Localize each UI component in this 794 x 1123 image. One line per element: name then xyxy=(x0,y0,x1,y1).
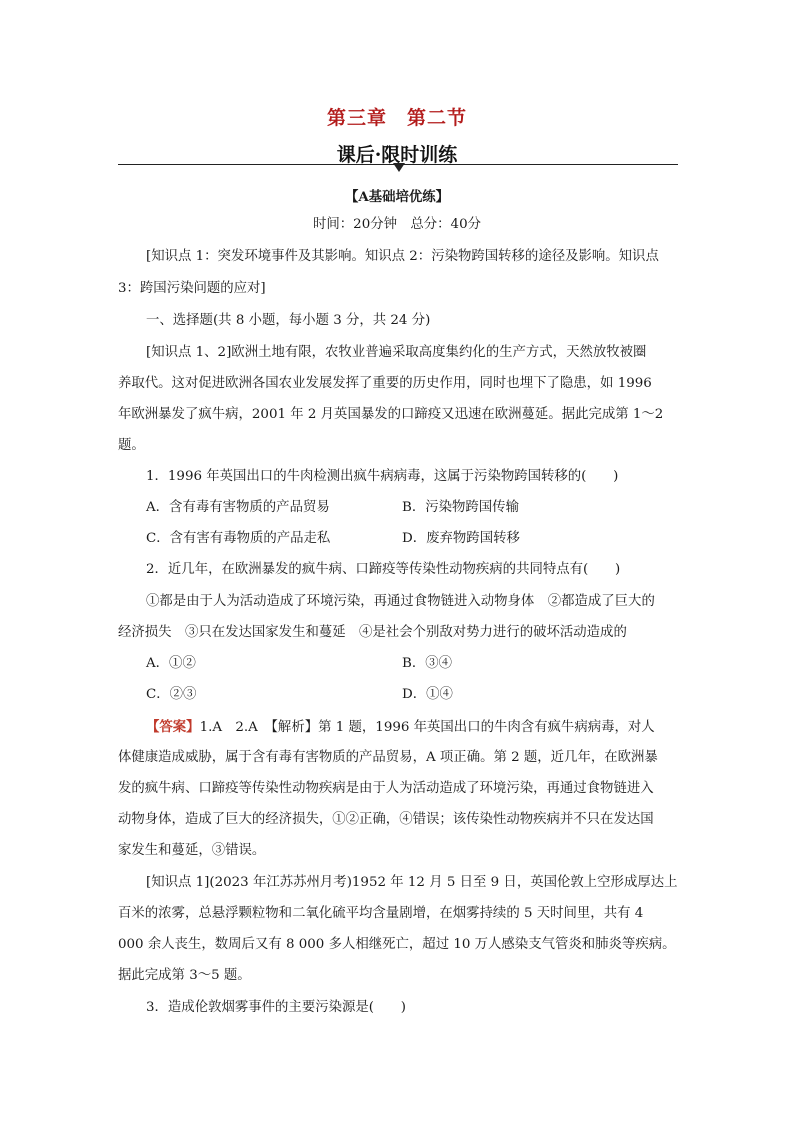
question-1-option-a: A．含有毒有害物质的产品贸易 xyxy=(146,500,330,515)
answer-line: 家发生和蔓延，③错误。 xyxy=(118,843,266,858)
question-1-option-d: D．废弃物跨国转移 xyxy=(402,531,520,546)
divider-triangle-icon xyxy=(393,163,405,172)
knowledge-points-line2: 3：跨国污染问题的应对] xyxy=(118,281,266,296)
material1-line: [知识点 1、2]欧洲土地有限，农牧业普遍采取高度集约化的生产方式，天然放牧被圈 xyxy=(146,345,647,360)
question-1-option-b: B．污染物跨国传输 xyxy=(402,500,519,515)
page-subtitle: 课后·限时训练 xyxy=(336,144,458,166)
question-3-stem: 3．造成伦敦烟雾事件的主要污染源是( ) xyxy=(146,1000,406,1015)
question-2-statements-line2: 经济损失 ③只在发达国家发生和蔓延 ④是社会个别敌对势力进行的破坏活动造成的 xyxy=(118,625,627,640)
question-2-option-d: D．①④ xyxy=(402,687,453,702)
answer-tag: 【答案】 xyxy=(146,719,200,735)
material2-line: 000 余人丧生，数周后又有 8 000 多人相继死亡，超过 10 万人感染支气管炎和肺炎等疾病。 xyxy=(118,937,676,952)
question-2-option-b: B．③④ xyxy=(402,656,453,671)
material2-line: 百米的浓雾，总悬浮颗粒物和二氧化硫平均含量剧增，在烟雾持续的 5 天时间里，共有 4 xyxy=(118,906,644,921)
time-info: 时间：20分钟 总分：40分 xyxy=(313,217,481,232)
answer-text: 1.A 2.A 【解析】第 1 题，1996 年英国出口的牛肉含有疯牛病病毒，对人 xyxy=(199,720,655,735)
answer-line: 动物身体，造成了巨大的经济损失，①②正确，④错误；该传染性动物疾病并不只在发达国 xyxy=(118,812,654,827)
material1-line: 养取代。这对促进欧洲各国农业发展发挥了重要的历史作用，同时也埋下了隐患，如 1996 xyxy=(118,376,652,391)
section-title: 【A基础培优练】 xyxy=(344,189,450,205)
question-2-option-a: A．①② xyxy=(146,656,196,671)
knowledge-points-line1: [知识点 1：突发环境事件及其影响。知识点 2：污染物跨国转移的途径及影响。知识点 xyxy=(146,249,659,264)
answer-line: 体健康造成威胁，属于含有毒有害物质的产品贸易，A 项正确。第 2 题，近几年，在欧洲暴 xyxy=(118,750,658,765)
material2-line: 据此完成第 3～5 题。 xyxy=(118,968,251,983)
question-1-stem: 1．1996 年英国出口的牛肉检测出疯牛病病毒，这属于污染物跨国转移的( ) xyxy=(146,469,619,484)
question-2-option-c: C．②③ xyxy=(146,687,197,702)
question-1-option-c: C．含有害有毒物质的产品走私 xyxy=(146,531,331,546)
answer-line: 发的疯牛病、口蹄疫等传染性动物疾病是由于人为活动造成了环境污染，再通过食物链进入 xyxy=(118,781,654,796)
part-heading: 一、选择题(共 8 小题，每小题 3 分，共 24 分) xyxy=(146,313,431,328)
material2-line: [知识点 1](2023 年江苏苏州月考)1952 年 12 月 5 日至 9 日，英国伦敦上空形成厚达上 xyxy=(146,875,678,890)
material1-line: 题。 xyxy=(118,438,145,453)
answer-line1 xyxy=(146,718,655,737)
material1-line: 年欧洲暴发了疯牛病，2001 年 2 月英国暴发的口蹄疫又迅速在欧洲蔓延。据此完成第 1～2 xyxy=(118,407,664,422)
question-2-statements-line1: ①都是由于人为活动造成了环境污染，再通过食物链进入动物身体 ②都造成了巨大的 xyxy=(146,594,655,609)
question-2-stem: 2．近几年，在欧洲暴发的疯牛病、口蹄疫等传染性动物疾病的共同特点有( ) xyxy=(146,562,621,577)
chapter-title: 第三章 第二节 xyxy=(326,107,467,129)
